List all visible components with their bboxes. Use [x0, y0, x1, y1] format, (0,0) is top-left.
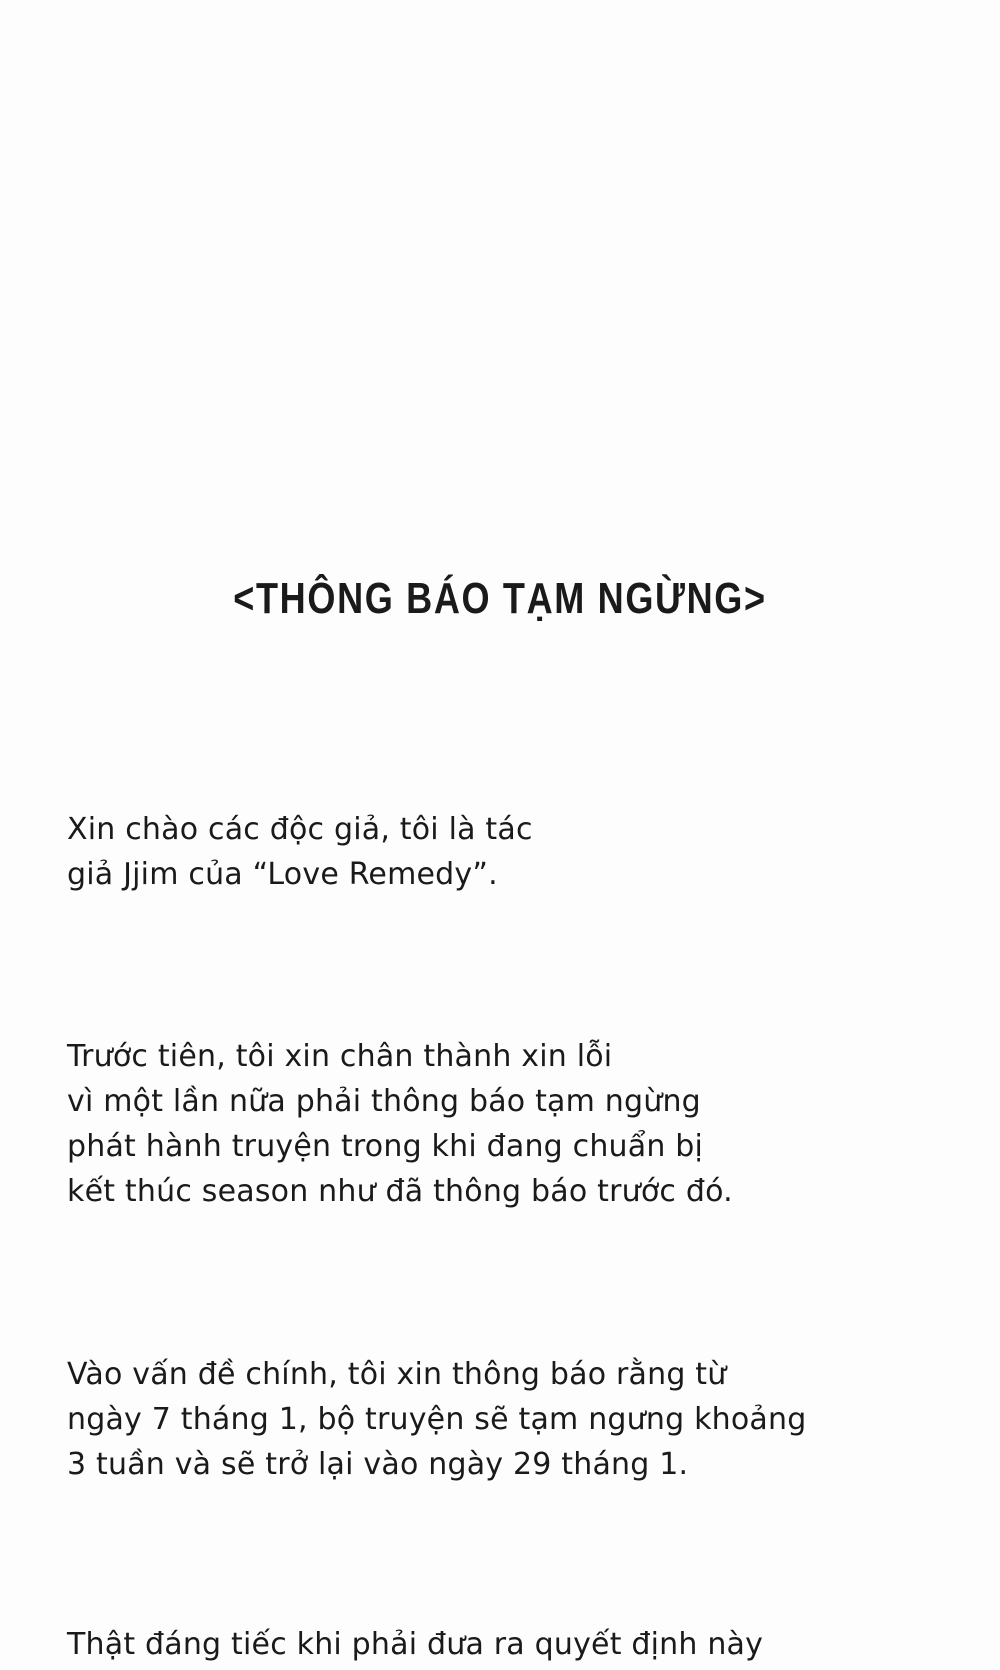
notice-title: <THÔNG BÁO TẠM NGỪNG>: [233, 574, 767, 623]
hiatus-dates-paragraph: [67, 1352, 806, 1487]
paragraph-line: 3 tuần và sẽ trở lại vào ngày 29 tháng 1.: [67, 1447, 689, 1482]
apology-paragraph: [67, 1034, 733, 1214]
paragraph-line: giả Jjim của “Love Remedy”.: [67, 857, 498, 892]
paragraph-line: vì một lần nữa phải thông báo tạm ngừng: [67, 1084, 701, 1119]
closing-paragraph: [67, 1622, 763, 1667]
paragraph-line: Xin chào các độc giả, tôi là tác: [67, 812, 533, 847]
paragraph-line: ngày 7 tháng 1, bộ truyện sẽ tạm ngưng khoảng: [67, 1402, 807, 1437]
greeting-paragraph: [67, 807, 533, 897]
paragraph-line: Trước tiên, tôi xin chân thành xin lỗi: [67, 1039, 613, 1074]
paragraph-line: phát hành truyện trong khi đang chuẩn bị: [67, 1129, 704, 1164]
paragraph-line: Vào vấn đề chính, tôi xin thông báo rằng từ: [67, 1357, 727, 1392]
paragraph-line: kết thúc season như đã thông báo trước đó.: [67, 1174, 733, 1209]
paragraph-line: Thật đáng tiếc khi phải đưa ra quyết định này: [67, 1627, 764, 1662]
